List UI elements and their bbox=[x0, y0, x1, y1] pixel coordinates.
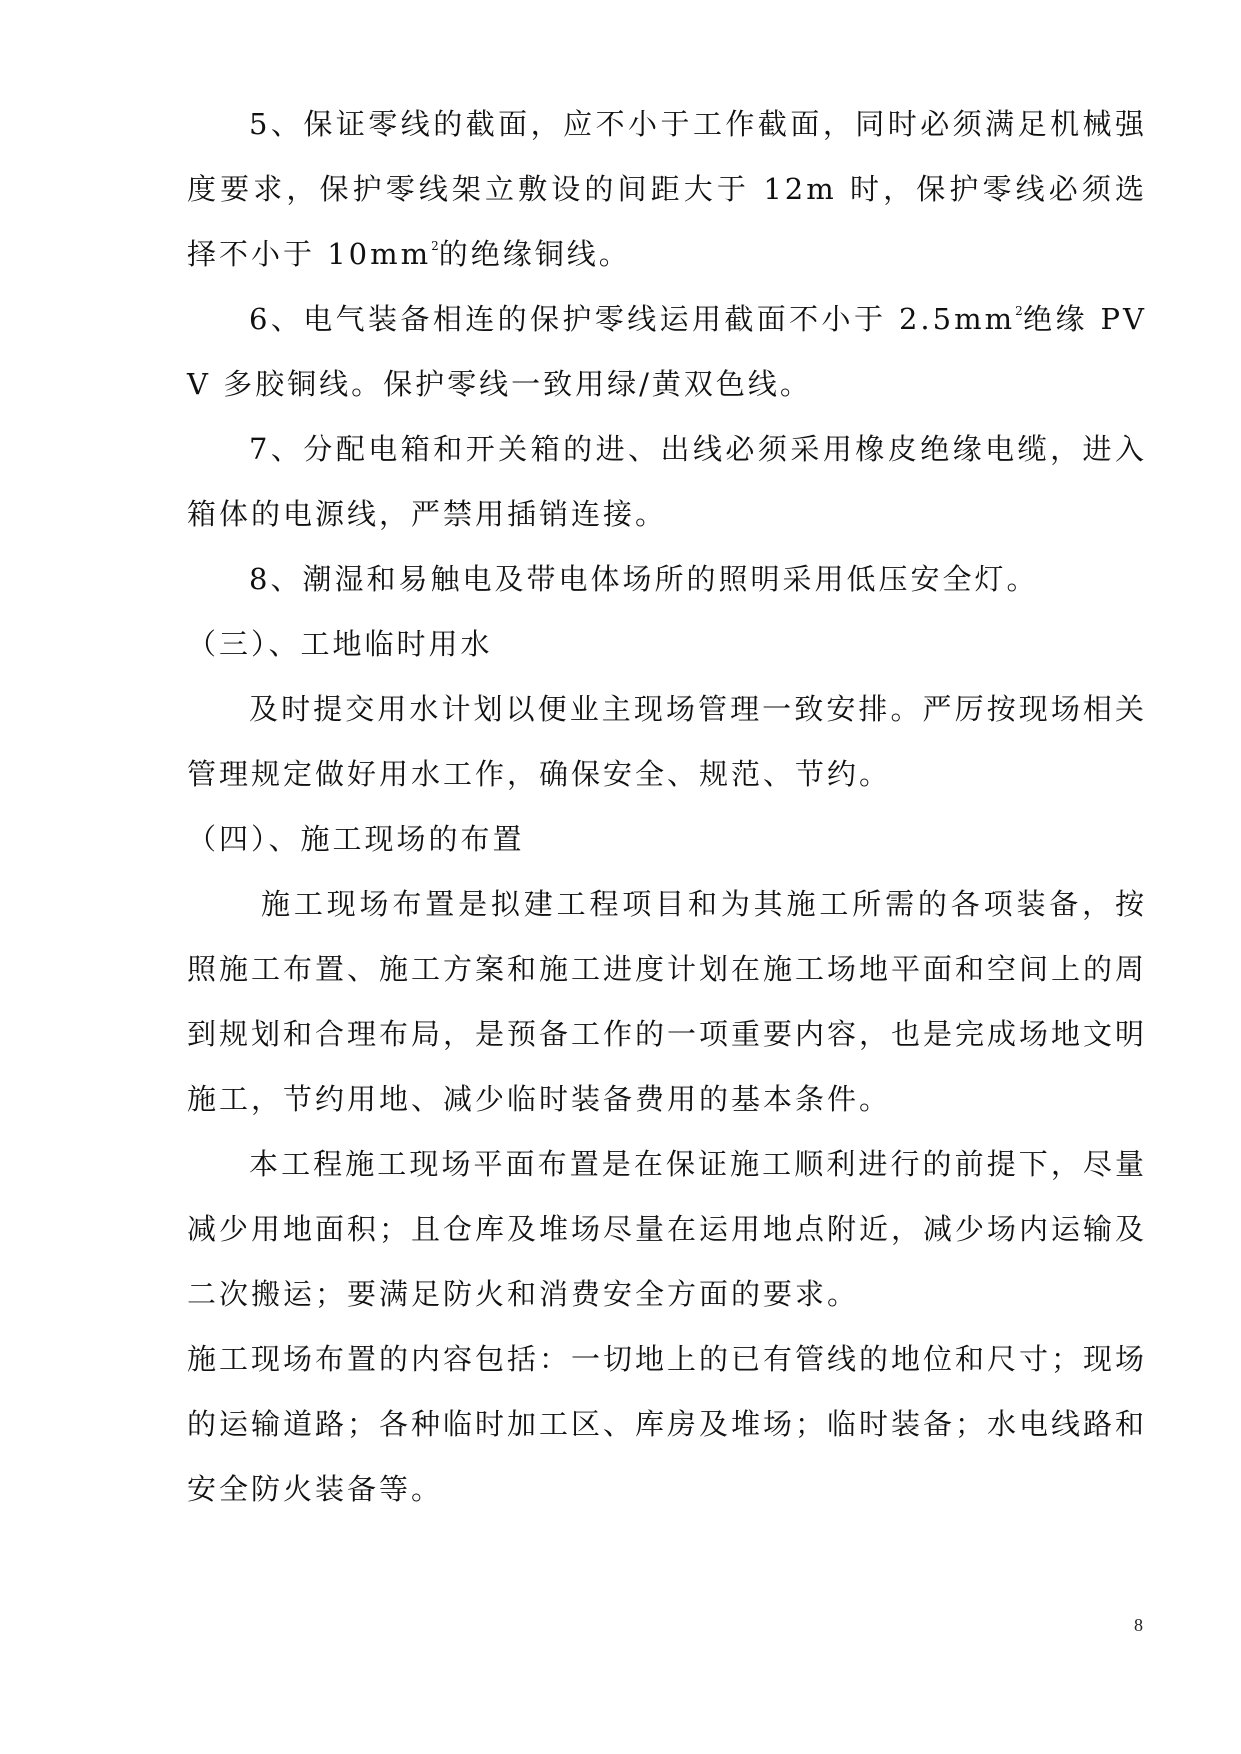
section-3-paragraph: 及时提交用水计划以便业主现场管理一致安排。严厉按现场相关管理规定做好用水工作，确保安全、规范、节约。 bbox=[187, 692, 1147, 791]
section-4-paragraph-3: 施工现场布置的内容包括：一切地上的已有管线的地位和尺寸；现场的运输道路；各种临时加工区、库房及堆场；临时装备；水电线路和安全防火装备等。 bbox=[187, 1342, 1148, 1506]
item-8-paragraph: 8、潮湿和易触电及带电体场所的照明采用低压安全灯。 bbox=[249, 562, 1039, 596]
item-5-paragraph bbox=[187, 92, 1147, 287]
item-6-paragraph bbox=[187, 287, 1147, 417]
document-body bbox=[187, 92, 1147, 1522]
page-number: 8 bbox=[1134, 1615, 1143, 1635]
section-4-paragraph-1: 施工现场布置是拟建工程项目和为其施工所需的各项装备，按照施工布置、施工方案和施工进度计划在施工场地平面和空间上的周到规划和合理布局，是预备工作的一项重要内容，也是完成场地文明施工，节约用地、减少临时装备费用的基本条件。 bbox=[187, 887, 1148, 1116]
item-6-superscript: 2 bbox=[1015, 304, 1023, 318]
item-5-superscript: 2 bbox=[431, 239, 439, 253]
section-4-heading: （四）、施工现场的布置 bbox=[187, 822, 525, 856]
item-5-text: 5、保证零线的截面，应不小于工作截面，同时必须满足机械强度要求，保护零线架立敷设的间距大于 12m 时，保护零线必须选择不小于 10mm bbox=[187, 107, 1147, 271]
section-3-heading: （三）、工地临时用水 bbox=[187, 627, 493, 661]
item-6-text: 6、电气装备相连的保护零线运用截面不小于 2.5mm bbox=[249, 302, 1016, 336]
item-5-tail: 的绝缘铜线。 bbox=[438, 237, 631, 271]
section-4-paragraph-2: 本工程施工现场平面布置是在保证施工顺利进行的前提下，尽量减少用地面积；且仓库及堆场尽量在运用地点附近，减少场内运输及二次搬运；要满足防火和消费安全方面的要求。 bbox=[187, 1147, 1148, 1311]
item-6-tail: 绝缘 PVV 多胶铜线。保护零线一致用绿/黄双色线。 bbox=[187, 302, 1147, 401]
item-7-paragraph: 7、分配电箱和开关箱的进、出线必须采用橡皮绝缘电缆，进入箱体的电源线，严禁用插销连接。 bbox=[187, 432, 1147, 531]
